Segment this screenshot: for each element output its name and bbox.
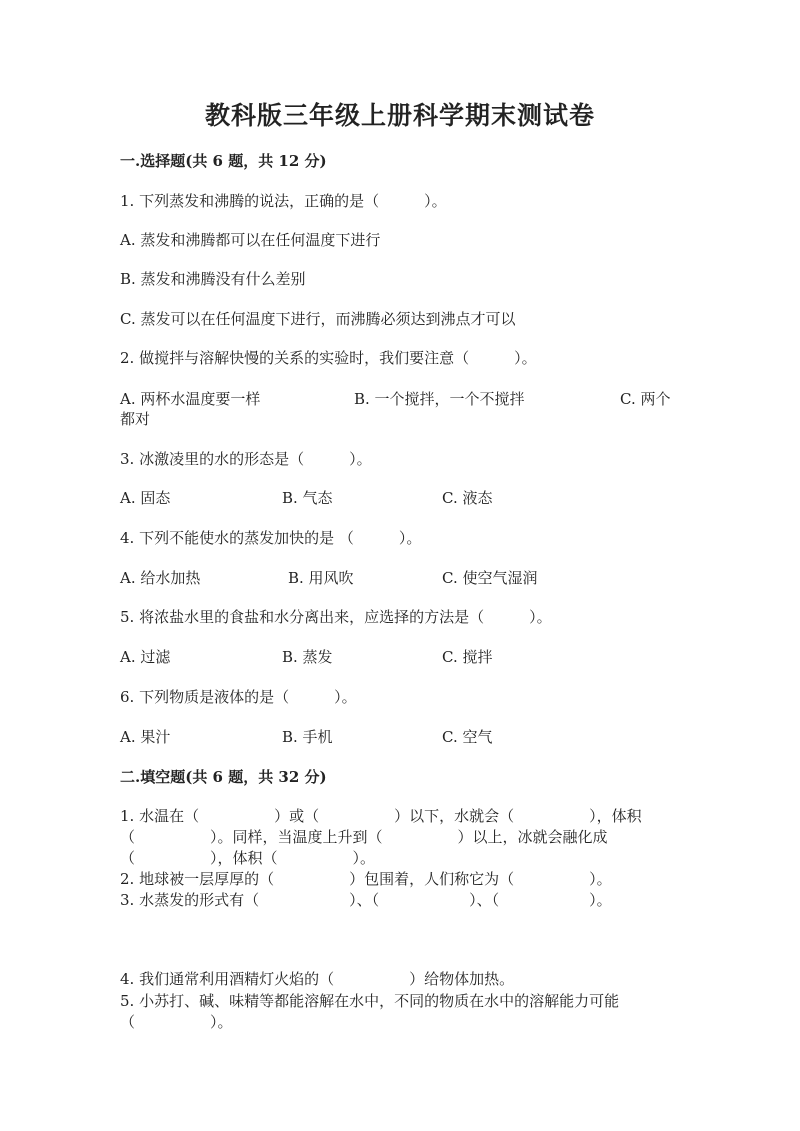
question-1: 1. 下列蒸发和沸腾的说法，正确的是（ ）。 [120, 192, 447, 210]
fill-2: 2. 地球被一层厚厚的（ ）包围着，人们称它为（ ）。 [120, 870, 612, 888]
option-4a: A. 给水加热 [120, 569, 201, 587]
options-2 [120, 388, 680, 428]
option-3c: C. 液态 [442, 489, 493, 507]
option-2c: C. 两个 [620, 390, 671, 408]
option-1b: B. 蒸发和沸腾没有什么差别 [120, 270, 306, 288]
option-3b: B. 气态 [282, 489, 333, 507]
question-2: 2. 做搅拌与溶解快慢的关系的实验时，我们要注意（ ）。 [120, 349, 537, 367]
option-3a: A. 固态 [120, 489, 171, 507]
option-5a: A. 过滤 [120, 648, 171, 666]
fill-4: 4. 我们通常利用酒精灯火焰的（ ）给物体加热。 [120, 970, 515, 988]
fill-1-line-3: （ ），体积（ ）。 [120, 849, 376, 867]
options-5 [120, 646, 680, 686]
option-5c: C. 搅拌 [442, 648, 493, 666]
fill-1-line-1: 1. 水温在（ ）或（ ）以下，水就会（ ），体积 [120, 807, 642, 825]
option-6b: B. 手机 [282, 728, 333, 746]
fill-5-line-2: （ ）。 [120, 1013, 233, 1031]
section-heading-choice: 一.选择题(共 6 题，共 12 分) [120, 152, 327, 170]
option-2c-continued: 都对 [120, 410, 151, 428]
fill-5-line-1: 5. 小苏打、碱、味精等都能溶解在水中，不同的物质在水中的溶解能力可能 [120, 992, 620, 1010]
option-2a: A. 两杯水温度要一样 [120, 390, 261, 408]
options-3 [120, 487, 680, 527]
option-1a: A. 蒸发和沸腾都可以在任何温度下进行 [120, 231, 381, 249]
options-6 [120, 726, 680, 766]
option-4c: C. 使空气湿润 [442, 569, 538, 587]
question-3: 3. 冰激凌里的水的形态是（ ）。 [120, 450, 372, 468]
option-5b: B. 蒸发 [282, 648, 333, 666]
page-title: 教科版三年级上册科学期末测试卷 [204, 101, 595, 130]
fill-3: 3. 水蒸发的形式有（ ）、（ ）、（ ）。 [120, 891, 612, 909]
options-4 [120, 567, 680, 607]
option-4b: B. 用风吹 [288, 569, 354, 587]
option-2b: B. 一个搅拌，一个不搅拌 [354, 390, 525, 408]
fill-1-line-2: （ ）。同样，当温度上升到（ ）以上，冰就会融化成 [120, 828, 608, 846]
option-6a: A. 果汁 [120, 728, 171, 746]
section-heading-fill: 二.填空题(共 6 题，共 32 分) [120, 768, 327, 786]
option-6c: C. 空气 [442, 728, 493, 746]
question-6: 6. 下列物质是液体的是（ ）。 [120, 688, 357, 706]
question-5: 5. 将浓盐水里的食盐和水分离出来，应选择的方法是（ ）。 [120, 608, 552, 626]
question-4: 4. 下列不能使水的蒸发加快的是 （ ）。 [120, 529, 422, 547]
option-1c: C. 蒸发可以在任何温度下进行，而沸腾必须达到沸点才可以 [120, 310, 516, 328]
